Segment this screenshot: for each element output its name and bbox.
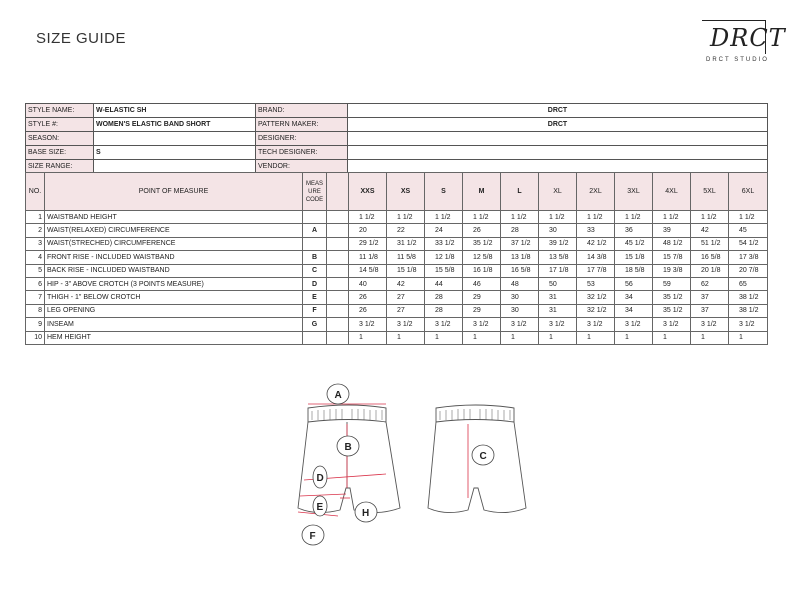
code-header-line-1: MEAS [305, 180, 323, 187]
table-row [26, 211, 768, 224]
table-row [26, 277, 768, 290]
logo-subtitle: DRCT STUDIO [706, 57, 769, 63]
pattern-maker-value: DRCT [348, 118, 768, 132]
size-value: 28 [425, 291, 463, 304]
size-value: 1 1/2 [349, 211, 387, 224]
size-value: 42 [691, 224, 729, 237]
point-of-measure: WAIST(RELAXED) CIRCUMFERENCE [45, 224, 303, 237]
measure-code: D [303, 277, 327, 290]
row-number: 5 [26, 264, 45, 277]
measure-code: B [303, 251, 327, 264]
size-value: 35 1/2 [653, 304, 691, 317]
size-value: 48 1/2 [653, 237, 691, 250]
size-value: 1 [539, 331, 577, 344]
size-value: 56 [615, 277, 653, 290]
row-number: 10 [26, 331, 45, 344]
label-h: H [362, 508, 370, 519]
table-row [26, 331, 768, 344]
size-value: 17 7/8 [577, 264, 615, 277]
size-value: 16 1/8 [463, 264, 501, 277]
shorts-illustration [290, 380, 550, 550]
size-value: 1 [653, 331, 691, 344]
table-row [26, 291, 768, 304]
no-header: NO. [26, 173, 45, 211]
size-value: 14 3/8 [577, 251, 615, 264]
measurement-rows [26, 211, 768, 345]
size-value: 65 [729, 277, 768, 290]
size-value: 45 1/2 [615, 237, 653, 250]
size-value: 31 [539, 291, 577, 304]
row-number: 8 [26, 304, 45, 317]
blank-cell [327, 211, 349, 224]
size-value: 15 1/8 [615, 251, 653, 264]
size-value: 17 1/8 [539, 264, 577, 277]
size-value: 46 [463, 277, 501, 290]
size-value: 3 1/2 [349, 318, 387, 331]
season-value [94, 132, 256, 146]
blank-cell [327, 291, 349, 304]
size-value: 37 [691, 304, 729, 317]
size-value: 1 [463, 331, 501, 344]
size-value: 30 [539, 224, 577, 237]
size-value: 33 1/2 [425, 237, 463, 250]
size-value: 20 [349, 224, 387, 237]
size-value: 3 1/2 [577, 318, 615, 331]
blank-cell [327, 277, 349, 290]
point-of-measure: BACK RISE - INCLUDED WAISTBAND [45, 264, 303, 277]
base-size-value: S [94, 146, 256, 160]
point-of-measure: HIP - 3" ABOVE CROTCH (3 POINTS MEASURE) [45, 277, 303, 290]
brand-logo [700, 20, 786, 66]
size-value: 26 [349, 291, 387, 304]
code-header-line-2: URE [308, 188, 321, 195]
size-value: 12 5/8 [463, 251, 501, 264]
brand-value: DRCT [348, 104, 768, 118]
tech-designer-value [348, 146, 768, 160]
measure-code: C [303, 264, 327, 277]
blank-cell [327, 331, 349, 344]
size-value: 3 1/2 [691, 318, 729, 331]
size-value: 3 1/2 [501, 318, 539, 331]
style-name-value: W-ELASTIC SH [94, 104, 256, 118]
size-value: 42 [387, 277, 425, 290]
size-value: 24 [425, 224, 463, 237]
size-value: 38 1/2 [729, 304, 768, 317]
size-value: 1 [349, 331, 387, 344]
point-of-measure: THIGH - 1" BELOW CROTCH [45, 291, 303, 304]
pom-header: POINT OF MEASURE [45, 173, 303, 211]
size-value: 3 1/2 [463, 318, 501, 331]
size-value: 1 [691, 331, 729, 344]
point-of-measure: HEM HEIGHT [45, 331, 303, 344]
size-value: 53 [577, 277, 615, 290]
size-value: 11 1/8 [349, 251, 387, 264]
size-value: 15 1/8 [387, 264, 425, 277]
measure-line-e [300, 494, 346, 496]
size-value: 29 [463, 291, 501, 304]
row-number: 1 [26, 211, 45, 224]
measure-code: A [303, 224, 327, 237]
measure-code-header [303, 173, 327, 211]
measure-code [303, 237, 327, 250]
size-value: 37 1/2 [501, 237, 539, 250]
size-value: 26 [463, 224, 501, 237]
size-value: 1 1/2 [387, 211, 425, 224]
designer-value [348, 132, 768, 146]
tech-designer-label: TECH DESIGNER: [256, 146, 348, 160]
designer-label: DESIGNER: [256, 132, 348, 146]
point-of-measure: INSEAM [45, 318, 303, 331]
size-value: 15 5/8 [425, 264, 463, 277]
size-value: 19 3/8 [653, 264, 691, 277]
size-header: M [463, 173, 501, 211]
measurement-table [25, 172, 768, 345]
size-value: 22 [387, 224, 425, 237]
blank-cell [327, 264, 349, 277]
point-of-measure: WAISTBAND HEIGHT [45, 211, 303, 224]
blank-header [327, 173, 349, 211]
size-value: 26 [349, 304, 387, 317]
row-number: 9 [26, 318, 45, 331]
size-header: 6XL [729, 173, 768, 211]
table-row [26, 224, 768, 237]
label-c: C [479, 451, 487, 462]
size-value: 39 [653, 224, 691, 237]
back-waistband [436, 405, 514, 422]
table-row [26, 304, 768, 317]
row-number: 3 [26, 237, 45, 250]
style-no-value: WOMEN'S ELASTIC BAND SHORT [94, 118, 256, 132]
label-b: B [344, 442, 352, 453]
season-label: SEASON: [26, 132, 94, 146]
measure-code: F [303, 304, 327, 317]
measure-code [303, 211, 327, 224]
size-value: 54 1/2 [729, 237, 768, 250]
size-value: 14 5/8 [349, 264, 387, 277]
size-value: 34 [615, 291, 653, 304]
size-header: XS [387, 173, 425, 211]
size-value: 27 [387, 304, 425, 317]
size-value: 13 5/8 [539, 251, 577, 264]
point-of-measure: LEG OPENING [45, 304, 303, 317]
size-value: 1 1/2 [615, 211, 653, 224]
pattern-maker-label: PATTERN MAKER: [256, 118, 348, 132]
size-range-label: SIZE RANGE: [26, 160, 94, 174]
size-value: 38 1/2 [729, 291, 768, 304]
size-value: 3 1/2 [539, 318, 577, 331]
table-row [26, 318, 768, 331]
row-number: 4 [26, 251, 45, 264]
point-of-measure: WAIST(STRECHED) CIRCUMFERENCE [45, 237, 303, 250]
size-header: 4XL [653, 173, 691, 211]
size-value: 35 1/2 [463, 237, 501, 250]
size-header: 3XL [615, 173, 653, 211]
size-value: 30 [501, 291, 539, 304]
size-value: 39 1/2 [539, 237, 577, 250]
size-value: 1 1/2 [463, 211, 501, 224]
size-value: 1 [387, 331, 425, 344]
size-value: 44 [425, 277, 463, 290]
size-value: 28 [501, 224, 539, 237]
size-value: 59 [653, 277, 691, 290]
size-value: 32 1/2 [577, 304, 615, 317]
size-value: 3 1/2 [615, 318, 653, 331]
style-name-label: STYLE NAME: [26, 104, 94, 118]
size-value: 1 [729, 331, 768, 344]
size-value: 1 1/2 [729, 211, 768, 224]
size-value: 28 [425, 304, 463, 317]
base-size-label: BASE SIZE: [26, 146, 94, 160]
size-value: 1 1/2 [425, 211, 463, 224]
style-no-label: STYLE #: [26, 118, 94, 132]
blank-cell [327, 304, 349, 317]
code-header-line-3: CODE [305, 196, 324, 203]
size-value: 35 1/2 [653, 291, 691, 304]
size-value: 1 1/2 [653, 211, 691, 224]
label-a: A [334, 390, 342, 401]
size-value: 51 1/2 [691, 237, 729, 250]
size-value: 1 [615, 331, 653, 344]
size-header: 5XL [691, 173, 729, 211]
size-value: 16 5/8 [691, 251, 729, 264]
front-view-shorts [298, 405, 400, 513]
size-value: 29 1/2 [349, 237, 387, 250]
front-body [298, 422, 400, 513]
size-header: XL [539, 173, 577, 211]
size-header: XXS [349, 173, 387, 211]
size-value: 48 [501, 277, 539, 290]
size-value: 3 1/2 [729, 318, 768, 331]
size-value: 1 1/2 [539, 211, 577, 224]
size-value: 3 1/2 [653, 318, 691, 331]
size-value: 30 [501, 304, 539, 317]
size-value: 40 [349, 277, 387, 290]
measure-code: E [303, 291, 327, 304]
page-title: SIZE GUIDE [36, 30, 127, 47]
size-value: 1 1/2 [577, 211, 615, 224]
size-value: 3 1/2 [425, 318, 463, 331]
vendor-label: VENDOR: [256, 160, 348, 174]
size-value: 16 5/8 [501, 264, 539, 277]
size-value: 62 [691, 277, 729, 290]
measure-code: G [303, 318, 327, 331]
row-number: 6 [26, 277, 45, 290]
size-value: 50 [539, 277, 577, 290]
size-value: 17 3/8 [729, 251, 768, 264]
row-number: 7 [26, 291, 45, 304]
table-row [26, 237, 768, 250]
size-value: 13 1/8 [501, 251, 539, 264]
point-of-measure: FRONT RISE - INCLUDED WAISTBAND [45, 251, 303, 264]
blank-cell [327, 251, 349, 264]
row-number: 2 [26, 224, 45, 237]
front-gathers [312, 409, 382, 420]
size-value: 27 [387, 291, 425, 304]
size-value: 11 5/8 [387, 251, 425, 264]
back-gathers [440, 409, 510, 420]
size-value: 20 1/8 [691, 264, 729, 277]
size-value: 32 1/2 [577, 291, 615, 304]
size-header: S [425, 173, 463, 211]
back-body [428, 422, 526, 513]
table-row [26, 251, 768, 264]
size-value: 1 [425, 331, 463, 344]
logo-wordmark: DRCT [710, 24, 786, 52]
size-value: 15 7/8 [653, 251, 691, 264]
size-value: 20 7/8 [729, 264, 768, 277]
label-f: F [309, 531, 316, 542]
size-header: L [501, 173, 539, 211]
size-value: 18 5/8 [615, 264, 653, 277]
size-value: 34 [615, 304, 653, 317]
measure-labels [302, 384, 494, 545]
measure-code [303, 331, 327, 344]
label-d: D [316, 473, 324, 484]
label-e: E [316, 502, 324, 513]
size-value: 1 [577, 331, 615, 344]
size-value: 37 [691, 291, 729, 304]
size-value: 33 [577, 224, 615, 237]
size-value: 42 1/2 [577, 237, 615, 250]
table-row [26, 264, 768, 277]
size-value: 1 1/2 [691, 211, 729, 224]
style-info-table [25, 103, 768, 174]
size-value: 31 1/2 [387, 237, 425, 250]
size-value: 1 [501, 331, 539, 344]
blank-cell [327, 318, 349, 331]
blank-cell [327, 237, 349, 250]
size-value: 31 [539, 304, 577, 317]
size-value: 36 [615, 224, 653, 237]
brand-label: BRAND: [256, 104, 348, 118]
size-value: 29 [463, 304, 501, 317]
size-value: 45 [729, 224, 768, 237]
size-value: 12 1/8 [425, 251, 463, 264]
size-value: 3 1/2 [387, 318, 425, 331]
size-value: 1 1/2 [501, 211, 539, 224]
front-waistband [308, 405, 386, 422]
blank-cell [327, 224, 349, 237]
size-header: 2XL [577, 173, 615, 211]
